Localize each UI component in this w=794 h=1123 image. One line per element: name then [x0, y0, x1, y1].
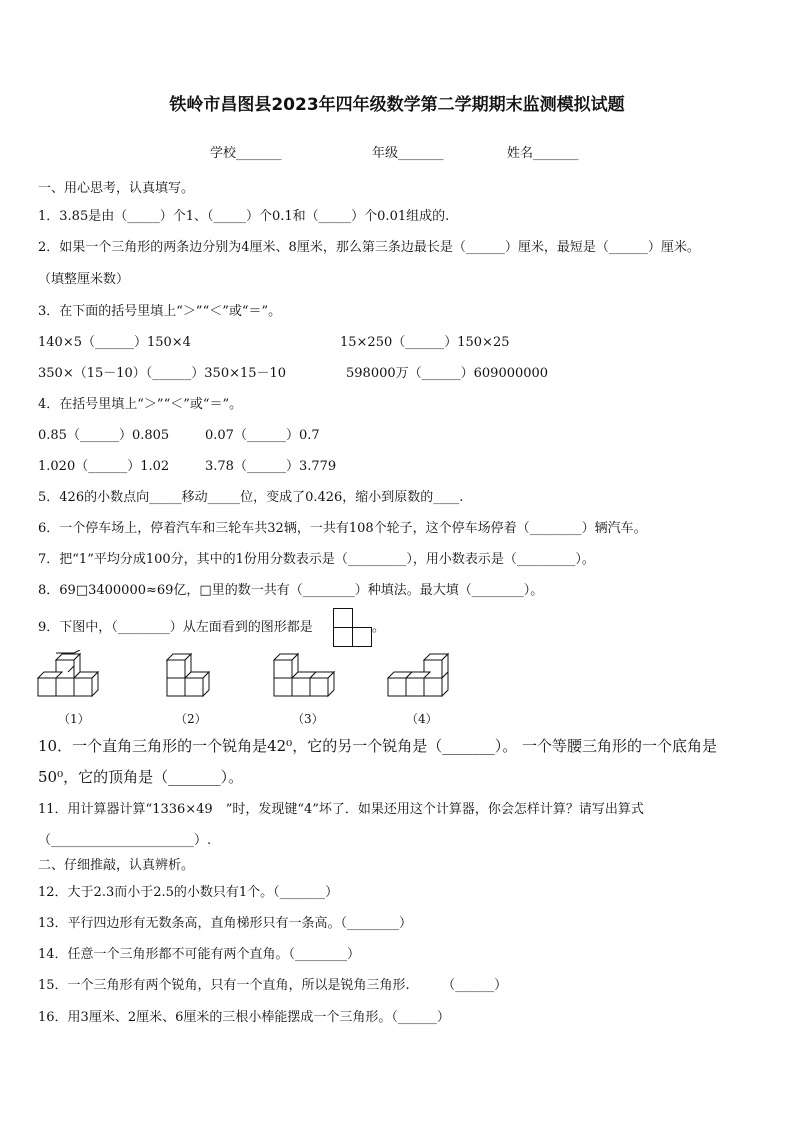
question-8: 8．69□3400000≈69亿，□里的数一共有（________）种填法。最大填（________）。 [38, 583, 544, 598]
grade-field: 年级_______ [372, 146, 444, 161]
question-4-item-a: 0.85（______）0.805 [38, 428, 170, 443]
figure-caption-3: （3） [292, 712, 324, 726]
question-2-note: （填整厘米数） [38, 272, 130, 287]
question-12: 12．大于2.3而小于2.5的小数只有1个。（_______） [38, 885, 339, 900]
figure-caption-1: （1） [58, 712, 90, 726]
question-9: 9．下图中，（________）从左面看到的图形都是 [38, 620, 313, 635]
question-4-item-d: 3.78（______）3.779 [205, 459, 337, 474]
section-heading-1: 一、用心思考，认真填写。 [38, 181, 195, 196]
question-5: 5．426的小数点向_____移动_____位，变成了0.426，缩小到原数的____. [38, 490, 464, 505]
question-11-cont: （______________________）. [38, 833, 212, 848]
cube-figure-4 [386, 650, 461, 700]
question-10: 10．一个直角三角形的一个锐角是42⁰，它的另一个锐角是（_______）。 一个等腰三角形的一个底角是 [38, 737, 717, 755]
question-4: 4．在括号里填上“＞”“＜”或“＝”。 [38, 397, 243, 412]
cube-figure-1 [36, 650, 106, 700]
question-14: 14．任意一个三角形都不可能有两个直角。（________） [38, 947, 361, 962]
question-1: 1．3.85是由（_____）个1、（_____）个0.1和（_____）个0.01组成的. [38, 209, 450, 224]
figure-caption-2: （2） [175, 712, 207, 726]
question-4-item-b: 0.07（______）0.7 [205, 428, 320, 443]
cube-figure-2 [153, 650, 223, 700]
question-6: 6．一个停车场上，停着汽车和三轮车共32辆，一共有108个轮子，这个停车场停着（________）辆汽车。 [38, 521, 647, 536]
question-7: 7．把“1”平均分成100分，其中的1份用分数表示是（_________），用小数表示是（_________）。 [38, 552, 595, 567]
question-15: 15．一个三角形有两个锐角，只有一个直角，所以是锐角三角形. （______） [38, 978, 508, 993]
page-title: 铁岭市昌图县2023年四年级数学第二学期期末监测模拟试题 [169, 95, 625, 115]
question-3-item-d: 598000万（______）609000000 [346, 366, 549, 381]
figure-caption-4: （4） [406, 712, 438, 726]
section-heading-2: 二、仔细推敲，认真辨析。 [38, 858, 195, 873]
period-mark: 。 [372, 620, 386, 635]
question-3: 3．在下面的括号里填上“＞”“＜”或“＝”。 [38, 304, 282, 319]
question-16: 16．用3厘米、2厘米、6厘米的三根小棒能摆成一个三角形。（______） [38, 1010, 450, 1025]
question-3-item-a: 140×5（______）150×4 [38, 335, 191, 350]
question-3-item-c: 350×（15－10）（______）350×15－10 [38, 366, 287, 381]
question-10-cont: 50⁰，它的顶角是（_______）。 [38, 768, 244, 786]
cube-figure-3 [270, 650, 345, 700]
question-11: 11．用计算器计算“1336×49 ”时，发现键“4”坏了．如果还用这个计算器，你会怎样计算？请写出算式 [38, 802, 644, 817]
question-13: 13．平行四边形有无数条高，直角梯形只有一条高。（________） [38, 916, 413, 931]
question-3-item-b: 15×250（______）150×25 [340, 335, 510, 350]
question-2: 2．如果一个三角形的两条边分别为4厘米、8厘米，那么第三条边最长是（______）厘米，最短是（______）厘米。 [38, 240, 700, 255]
name-field: 姓名_______ [507, 146, 579, 161]
school-field: 学校_______ [210, 146, 282, 161]
question-4-item-c: 1.020（______）1.02 [38, 459, 170, 474]
front-view-grid-icon [333, 608, 373, 648]
